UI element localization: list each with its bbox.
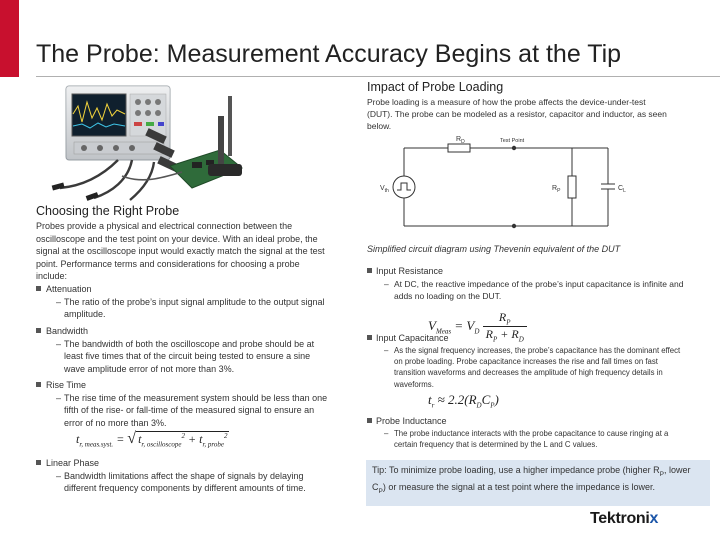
bandwidth-detail: – The bandwidth of both the oscilloscope and probe should be at least five times that of the circuit being tested to ensure a sine wave amplitude error of not more than 3%. — [56, 338, 331, 375]
bullet-marker — [36, 328, 41, 333]
bullet-linear-phase — [36, 458, 99, 468]
label-cl: $C_L$ — [618, 185, 626, 194]
formula-subscript: r, probe — [202, 440, 224, 449]
bullet-bandwidth — [36, 326, 88, 336]
probe-inductance-detail: – The probe inductance interacts with the probe capacitance to cause ringing at a certain frequency that is determined by the L and C values. — [384, 428, 684, 450]
bullet-attenuation — [36, 284, 92, 294]
formula-subscript: r — [431, 401, 435, 410]
circuit-caption: Simplified circuit diagram using Thevenin equivalent of the DUT — [367, 244, 621, 254]
formula-symbol: t — [76, 432, 80, 446]
formula-subscript: D — [474, 327, 480, 336]
bullet-title: Input Resistance — [376, 266, 444, 276]
detail-text: The probe inductance interacts with the probe capacitance to cause ringing at a certain frequency that is determined by the L and C values. — [394, 429, 669, 450]
formula-rhs: ≈ 2.2(R — [437, 392, 477, 407]
formula-square: 2 — [223, 432, 228, 440]
sqrt-radicand: $t_{r, oscilloscope}^2 + t_{r, probe}^2$ — [138, 432, 228, 449]
formula-subscript: r, oscilloscope — [141, 440, 182, 449]
bullet-marker — [367, 335, 372, 340]
formula-symbol: V — [428, 318, 436, 334]
tektronix-logo: Tektronix — [590, 510, 659, 527]
detail-text: The rise time of the measurement system should be less than one fifth of the rise- or fall-time of the measured signal to ensure an error of no more than 3%. — [64, 393, 328, 428]
formula-subscript: Meas — [435, 327, 452, 336]
bullet-title: Linear Phase — [46, 458, 100, 468]
label-rp: $R_P$ — [552, 185, 561, 194]
formula-symbol: V — [466, 318, 475, 334]
bullet-input-resistance — [367, 266, 443, 276]
fraction-numerator: $R_P$ — [483, 310, 527, 327]
rise-time-detail: – The rise time of the measurement system should be less than one fifth of the rise- or fall-time of the measured signal to ensure an error of no more than 3%. — [56, 392, 331, 429]
formula-square: 2 — [181, 432, 185, 440]
formula-symbol: t — [199, 432, 203, 446]
bullet-input-capacitance — [367, 333, 449, 343]
detail-text: As the signal frequency increases, the probe’s capacitance has the dominant effect on probe loading. Probe capacitance increases the rise and fall times on fast transition waveforms and decreases the amplitude of high frequency details in waveforms. — [394, 346, 681, 389]
linear-phase-detail: – Bandwidth limitations affect the shape of signals by delaying different frequency components by different amounts of time. — [56, 470, 331, 495]
formula-symbol: t — [428, 392, 432, 407]
bullet-marker — [367, 268, 372, 273]
label-test-point: Test Point — [500, 138, 525, 144]
thevenin-circuit-diagram — [352, 132, 652, 234]
formula-equals: = — [454, 318, 464, 334]
formula-symbol: t — [138, 432, 142, 446]
tr-formula — [428, 392, 499, 410]
oscilloscope-probe-photo — [42, 80, 278, 204]
rise-time-formula — [76, 430, 229, 448]
formula-paren: ) — [494, 392, 499, 407]
bullet-marker — [36, 286, 41, 291]
red-accent-bar — [0, 0, 19, 77]
input-capacitance-detail: – As the signal frequency increases, the probe’s capacitance has the dominant effect on probe loading. Probe capacitance increases the rise and fall times on fast transition waveforms and decreases the amplitude of high frequency details in waveforms. — [384, 345, 684, 390]
bullet-title: Probe Inductance — [376, 416, 447, 426]
bullet-title: Attenuation — [46, 284, 92, 294]
bullet-marker — [367, 418, 372, 423]
fraction-denominator: $R_P + R_D$ — [485, 327, 524, 344]
fraction — [483, 310, 527, 344]
probe-loading-description: Probe loading is a measure of how the probe affects the device-under-test (DUT). The probe can be modeled as a resistor, capacitor and inductor, as seen below. — [367, 97, 667, 131]
formula-symbol: C — [481, 392, 491, 407]
bullet-marker — [36, 382, 41, 387]
detail-text: The bandwidth of both the oscilloscope and probe should be at least five times that of the circuit being tested to ensure a sine wave amplitude error of not more than 3%. — [64, 339, 315, 374]
attenuation-detail: – The ratio of the probe’s input signal amplitude to the output signal amplitude. — [56, 296, 331, 321]
sqrt-icon: √ — [127, 430, 137, 447]
formula-equals: = — [116, 432, 128, 446]
page-title: The Probe: Measurement Accuracy Begins at the Tip — [36, 40, 622, 68]
bullet-marker — [36, 460, 41, 465]
tip-text: Tip: To minimize probe loading, use a higher impedance probe (higher $R_P$, lower $C_P$) or measure the signal at a test point where the impedance is lower. — [372, 465, 691, 495]
detail-text: At DC, the reactive impedance of the probe’s input capacitance is infinite and adds no loading on the DUT. — [394, 279, 684, 301]
bullet-title: Bandwidth — [46, 326, 89, 336]
bullet-probe-inductance — [367, 416, 447, 426]
label-rd: $R_D$ — [456, 136, 465, 145]
detail-text: The ratio of the probe’s input signal amplitude to the output signal amplitude. — [64, 297, 325, 320]
formula-subscript: P — [490, 401, 495, 410]
probe-loading-heading: Impact of Probe Loading — [367, 80, 504, 94]
detail-text: Bandwidth limitations affect the shape of signals by delaying different frequency components by different amounts of time. — [64, 471, 306, 494]
formula-subscript: r, meas.syst. — [79, 440, 114, 449]
label-vth: $V_{th}$ — [380, 185, 389, 194]
choosing-probe-heading: Choosing the Right Probe — [36, 204, 180, 218]
bullet-title: Rise Time — [46, 380, 87, 390]
bullet-rise-time — [36, 380, 86, 390]
title-divider — [36, 76, 720, 77]
choosing-probe-intro: Probes provide a physical and electrical connection between the oscilloscope and the test point on your device. With an ideal probe, the signal at the oscilloscope input would exactly match the signal at the test point. Performance terms and considerations for choosing a probe include: — [36, 221, 325, 282]
bullet-title: Input Capacitance — [376, 333, 449, 343]
formula-subscript: D — [476, 401, 482, 410]
input-resistance-detail: – At DC, the reactive impedance of the probe’s input capacitance is infinite and adds no loading on the DUT. — [384, 279, 684, 301]
